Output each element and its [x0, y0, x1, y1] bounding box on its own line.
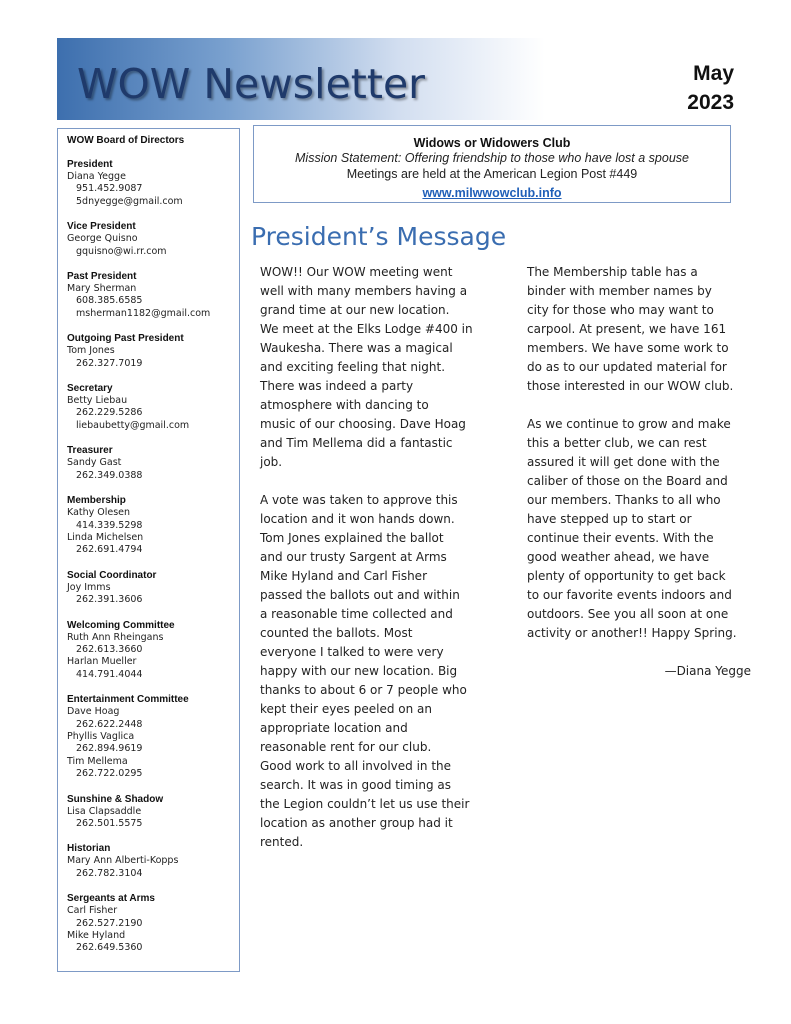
- board-contact-info: gquisno@wi.rr.com: [76, 245, 167, 257]
- board-section: [67, 270, 233, 320]
- paragraph-line: have stepped up to start or: [527, 512, 692, 526]
- board-role-title: Secretary: [67, 383, 113, 395]
- board-role-title: Membership: [67, 495, 126, 507]
- paragraph-line: carpool. At present, we have 161: [527, 322, 727, 336]
- board-member-name: Lisa Clapsaddle: [67, 805, 142, 817]
- paragraph-line: reasonable rent for our club.: [260, 740, 432, 754]
- board-role-title: Outgoing Past President: [67, 333, 184, 345]
- paragraph-line: caliber of those on the Board and: [527, 474, 728, 488]
- board-contact-info: 262.894.9619: [76, 743, 143, 755]
- board-member-name: Phyllis Vaglica: [67, 730, 135, 742]
- board-section: [67, 382, 233, 432]
- board-section: [67, 892, 233, 955]
- paragraph-line: everyone I talked to were very: [260, 645, 444, 659]
- paragraph-line: this a better club, we can rest: [527, 436, 707, 450]
- board-contact-info: 5dnyegge@gmail.com: [76, 195, 183, 207]
- board-contact-info: 262.391.3606: [76, 594, 143, 606]
- paragraph-line: There was indeed a party: [260, 379, 414, 393]
- board-section: [67, 619, 233, 682]
- board-section: [67, 569, 233, 607]
- meeting-location: Meetings are held at the American Legion Post #449: [346, 166, 638, 181]
- board-section: [67, 793, 233, 831]
- paragraph-line: city for those who may want to: [527, 303, 714, 317]
- board-contact-info: msherman1182@gmail.com: [76, 307, 211, 319]
- paragraph-line: good weather ahead, we have: [527, 550, 710, 564]
- paragraph-line: We meet at the Elks Lodge #400 in: [260, 322, 473, 336]
- board-contact-info: 262.649.5360: [76, 942, 143, 954]
- board-contact-info: 262.613.3660: [76, 643, 143, 655]
- board-contact-info: 414.339.5298: [76, 519, 143, 531]
- board-contact-info: 262.229.5286: [76, 407, 143, 419]
- board-contact-info: 951.452.9087: [76, 183, 143, 195]
- paragraph-line: do as to our updated material for: [527, 360, 727, 374]
- board-member-name: Carl Fisher: [67, 905, 118, 917]
- board-contact-info: 262.691.4794: [76, 544, 143, 556]
- paragraph-line: counted the ballots. Most: [260, 626, 413, 640]
- board-contact-info: 262.327.7019: [76, 357, 143, 369]
- mission-box: [253, 125, 731, 203]
- paragraph-line: those interested in our WOW club.: [527, 379, 734, 393]
- sidebar-heading: WOW Board of Directors: [67, 135, 185, 146]
- article-paragraph: [260, 491, 485, 852]
- board-role-title: Sergeants at Arms: [67, 893, 155, 905]
- paragraph-line: Waukesha. There was a magical: [260, 341, 453, 355]
- club-name: Widows or Widowers Club: [413, 136, 571, 150]
- board-member-name: Mary Sherman: [67, 283, 137, 295]
- board-contact-info: 262.501.5575: [76, 818, 143, 829]
- paragraph-line: location as another group had it: [260, 816, 453, 830]
- paragraph-line: job.: [260, 455, 283, 469]
- paragraph-line: activity or another!! Happy Spring.: [527, 626, 737, 640]
- paragraph-line: As we continue to grow and make: [527, 417, 731, 431]
- paragraph-line: a reasonable time collected and: [260, 607, 453, 621]
- board-section: [67, 444, 233, 482]
- newsletter-title: WOW Newsletter: [77, 60, 426, 108]
- paragraph-line: our members. Thanks to all who: [527, 493, 721, 507]
- paragraph-line: appropriate location and: [260, 721, 408, 735]
- board-section: [67, 842, 233, 880]
- board-role-title: Historian: [67, 843, 111, 855]
- board-of-directors-sidebar: [57, 128, 240, 972]
- board-member-name: Mike Hyland: [67, 930, 126, 942]
- board-contact-info: liebaubetty@gmail.com: [76, 419, 190, 431]
- board-member-name: Harlan Mueller: [67, 656, 137, 668]
- newsletter-banner: [57, 38, 545, 120]
- board-role-title: Sunshine & Shadow: [67, 793, 164, 805]
- article-column-left: [260, 263, 485, 871]
- paragraph-line: grand time at our new location.: [260, 303, 450, 317]
- paragraph-line: to our favorite events indoors and: [527, 588, 732, 602]
- paragraph-line: A vote was taken to approve this: [260, 493, 458, 507]
- paragraph-line: search. It was in good timing as: [260, 778, 451, 792]
- paragraph-line: happy with our new location. Big: [260, 664, 458, 678]
- paragraph-line: and exciting feeling that night.: [260, 360, 446, 374]
- article-paragraph: [260, 263, 485, 472]
- board-section: [67, 220, 233, 258]
- board-role-title: Social Coordinator: [67, 569, 157, 581]
- board-member-name: Betty Liebau: [67, 395, 128, 407]
- board-member-name: Kathy Olesen: [67, 507, 131, 519]
- board-member-name: Linda Michelsen: [67, 531, 144, 543]
- board-member-name: Sandy Gast: [67, 457, 122, 469]
- paragraph-line: well with many members having a: [260, 284, 468, 298]
- board-member-name: Mary Ann Alberti-Kopps: [67, 855, 179, 867]
- paragraph-line: Tom Jones explained the ballot: [260, 531, 444, 545]
- board-contact-info: 608.385.6585: [76, 295, 143, 307]
- board-contact-info: 414.791.4044: [76, 668, 143, 680]
- board-member-name: Ruth Ann Rheingans: [67, 631, 164, 643]
- section-title: President’s Message: [251, 222, 507, 251]
- board-contact-info: 262.722.0295: [76, 768, 143, 780]
- article-column-right: [527, 263, 752, 681]
- board-contact-info: 262.622.2448: [76, 718, 143, 730]
- paragraph-line: and Tim Mellema did a fantastic: [260, 436, 453, 450]
- paragraph-line: passed the ballots out and within: [260, 588, 460, 602]
- paragraph-line: WOW!! Our WOW meeting went: [260, 265, 453, 279]
- paragraph-line: Good work to all involved in the: [260, 759, 452, 773]
- paragraph-line: plenty of opportunity to get back: [527, 569, 726, 583]
- board-member-name: Joy Imms: [67, 581, 111, 593]
- board-role-title: Welcoming Committee: [67, 619, 175, 631]
- paragraph-line: assured it will get done with the: [527, 455, 720, 469]
- issue-month: May: [693, 62, 734, 85]
- board-contact-info: 262.527.2190: [76, 917, 143, 929]
- paragraph-line: Mike Hyland and Carl Fisher: [260, 569, 427, 583]
- board-role-title: Vice President: [67, 221, 136, 233]
- board-role-title: Treasurer: [67, 445, 113, 457]
- board-member-name: George Quisno: [67, 233, 138, 245]
- paragraph-line: and our trusty Sargent at Arms: [260, 550, 447, 564]
- board-member-name: Tom Jones: [67, 345, 115, 357]
- board-section: [67, 494, 233, 557]
- board-role-title: President: [67, 159, 113, 170]
- board-section: [67, 158, 233, 208]
- paragraph-line: the Legion couldn’t let us use their: [260, 797, 470, 811]
- paragraph-line: The Membership table has a: [527, 265, 698, 279]
- board-section: [67, 693, 233, 780]
- paragraph-line: rented.: [260, 835, 304, 849]
- paragraph-line: thanks to about 6 or 7 people who: [260, 683, 467, 697]
- paragraph-line: outdoors. See you all soon at one: [527, 607, 729, 621]
- paragraph-line: members. We have some work to: [527, 341, 729, 355]
- website-link[interactable]: www.milwwowclub.info: [422, 186, 562, 200]
- article-paragraph: [527, 263, 752, 396]
- article-paragraph: [527, 415, 752, 643]
- board-role-title: Entertainment Committee: [67, 694, 189, 706]
- paragraph-line: location and it won hands down.: [260, 512, 455, 526]
- board-section: [67, 332, 233, 370]
- board-role-title: Past President: [67, 271, 137, 283]
- paragraph-line: music of our choosing. Dave Hoag: [260, 417, 466, 431]
- board-contact-info: 262.782.3104: [76, 867, 143, 879]
- paragraph-line: binder with member names by: [527, 284, 712, 298]
- board-member-name: Tim Mellema: [67, 755, 128, 767]
- paragraph-line: continue their events. With the: [527, 531, 714, 545]
- board-member-name: Diana Yegge: [67, 171, 126, 182]
- issue-year: 2023: [687, 91, 734, 114]
- paragraph-line: kept their eyes peeled on an: [260, 702, 433, 716]
- mission-statement: Mission Statement: Offering friendship to those who have lost a spouse: [295, 151, 689, 165]
- board-member-name: Dave Hoag: [67, 706, 120, 718]
- board-contact-info: 262.349.0388: [76, 469, 143, 481]
- signature: —Diana Yegge: [664, 664, 751, 678]
- paragraph-line: atmosphere with dancing to: [260, 398, 429, 412]
- sidebar-sections: [67, 158, 233, 955]
